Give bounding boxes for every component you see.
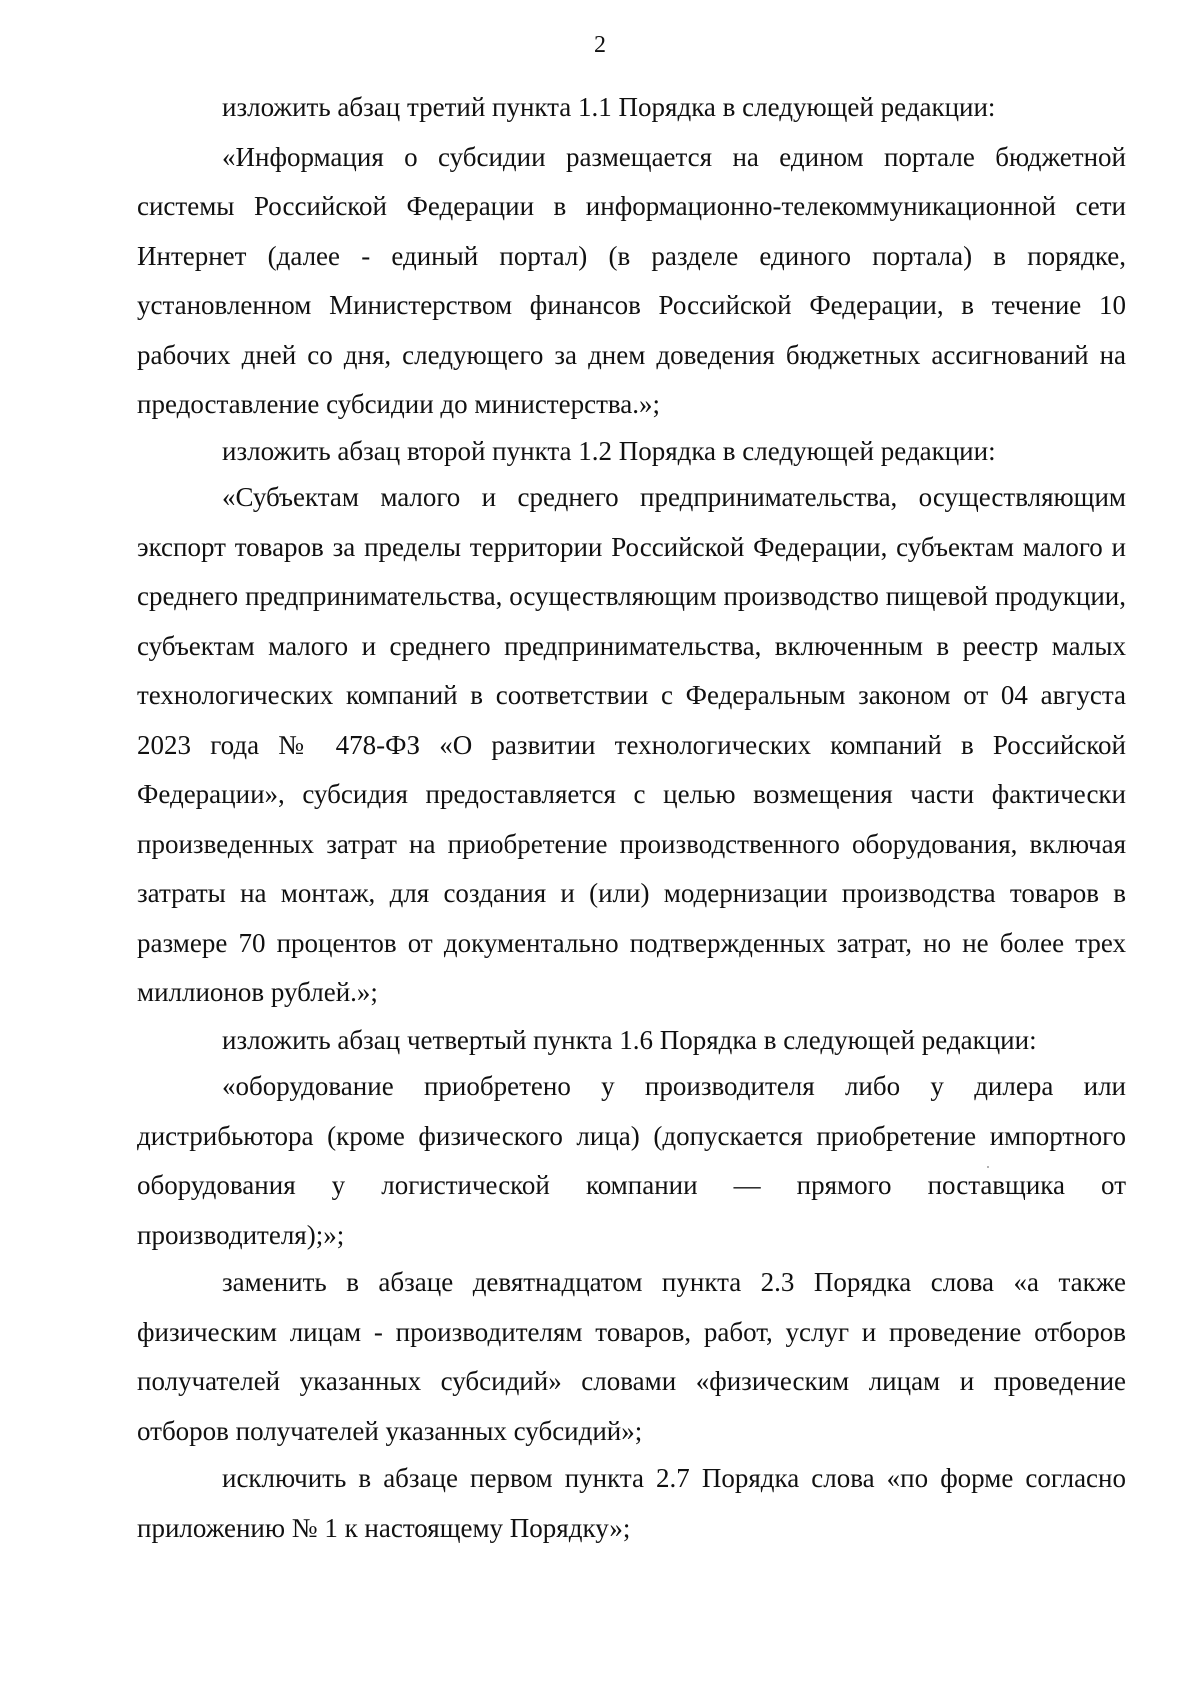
paragraph-amend-2-7: исключить в абзаце первом пункта 2.7 Порядка слова «по форме согласно приложению № 1 к настоящему Порядку»; <box>137 1463 1126 1543</box>
paragraph-sme-subsidy-text: «Субъектам малого и среднего предпринимательства, осуществляющим экспорт товаров за пределы территории Российской Федерации, субъектам малого и среднего предпринимательства, осуществляющим производство пищевой продукции, субъектам малого и среднего предпринимательства, включенным в реестр малых технологических компаний в соответствии с Федеральным законом от 04 августа 2023 года № 478-ФЗ «О развитии технологических компаний в Российской Федерации», субсидия предоставляется с целью возмещения части фактически произведенных затрат на приобретение производственного оборудования, включая затраты на монтаж, для создания и (или) модернизации производства товаров в размере 70 процентов от документально подтвержденных затрат, но не более трех миллионов рублей.»; <box>137 482 1126 1007</box>
page-number: 2 <box>594 32 606 58</box>
paragraph-amend-2-3: заменить в абзаце девятнадцатом пункта 2.3 Порядка слова «а также физическим лицам - производителям товаров, работ, услуг и проведение отборов получателей указанных субсидий» словами «физическим лицам и проведение отборов получателей указанных субсидий»; <box>137 1267 1126 1446</box>
paragraph-equipment-text: «оборудование приобретено у производителя либо у дилера или дистрибьютора (кроме физического лица) (допускается приобретение импортного оборудования у логистической компании — прямого поставщика от производителя);»; <box>137 1071 1126 1250</box>
paragraph-amend-1-1-intro: изложить абзац третий пункта 1.1 Порядка в следующей редакции: <box>222 92 996 122</box>
paragraph-amend-1-6-intro: изложить абзац четвертый пункта 1.6 Порядка в следующей редакции: <box>222 1024 1037 1055</box>
paragraph-subsidy-info-text: «Информация о субсидии размещается на едином портале бюджетной системы Российской Федерации в информационно-телекоммуникационной сети Интернет (далее - единый портал) (в разделе единого портала) в порядке, установленном Министерством финансов Российской Федерации, в течение 10 рабочих дней со дня, следующего за днем доведения бюджетных ассигнований на предоставление субсидии до министерства.»; <box>137 141 1126 419</box>
paragraph-amend-1-2-intro: изложить абзац второй пункта 1.2 Порядка в следующей редакции: <box>222 435 996 466</box>
document-body <box>137 83 1126 1553</box>
scan-speck <box>987 1166 989 1168</box>
